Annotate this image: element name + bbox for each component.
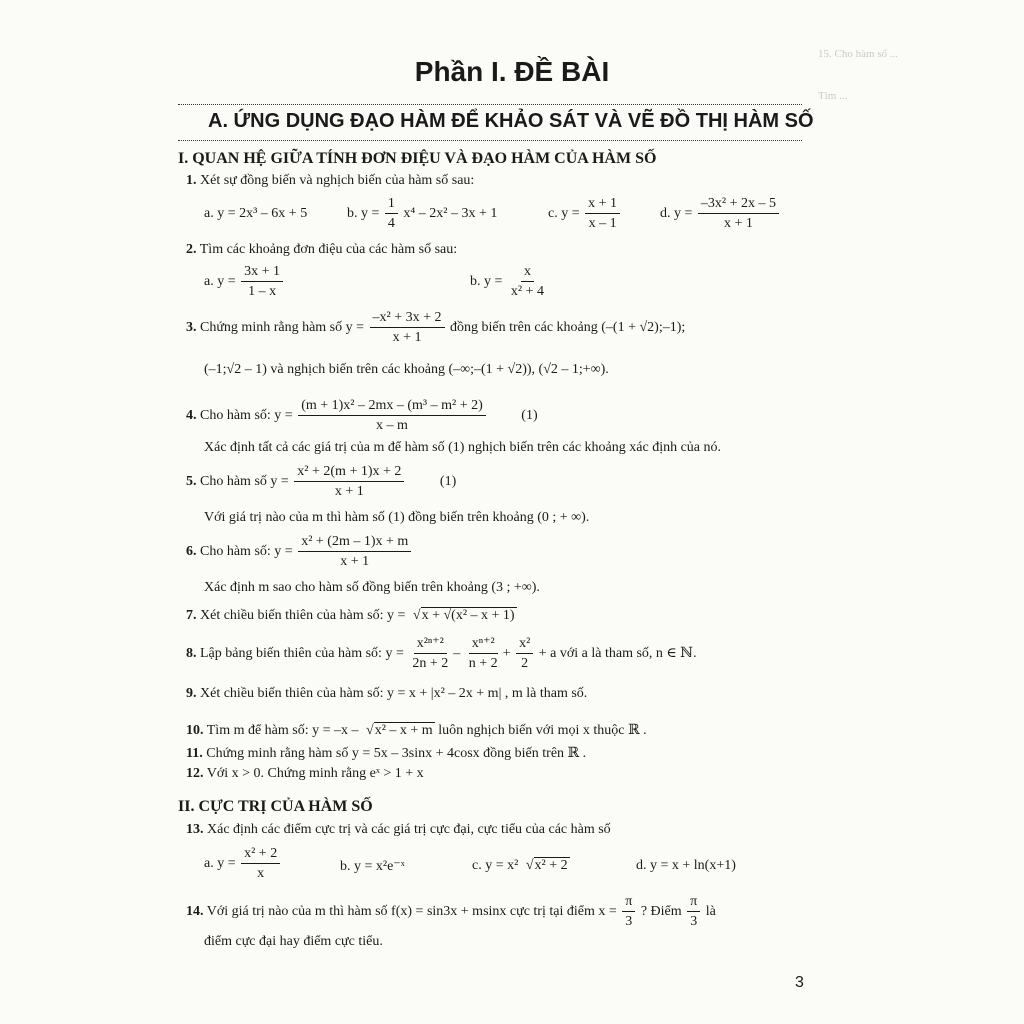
question-text: đồng biến trên các khoảng (–(1 + √2);–1); <box>450 320 686 336</box>
part-2-heading: II. CỰC TRỊ CỦA HÀM SỐ <box>178 798 373 815</box>
numerator: x² + 2 <box>241 846 280 864</box>
fraction <box>516 636 533 672</box>
denominator: 2n + 2 <box>412 656 449 672</box>
fraction <box>585 196 620 232</box>
q1-option-d <box>660 196 781 232</box>
numerator: π <box>687 894 700 912</box>
denominator: x + 1 <box>724 216 753 232</box>
question-text: Xác định các điểm cực trị và các giá trị cực đại, cực tiểu của các hàm số <box>207 822 611 837</box>
question-5-line-2: Với giá trị nào của m thì hàm số (1) đồng biến trên khoảng (0 ; + ∞). <box>204 510 590 525</box>
denominator: 1 – x <box>248 284 277 300</box>
question-4 <box>186 398 538 434</box>
numerator: x² <box>516 636 533 654</box>
question-14-line-2: điểm cực đại hay điểm cực tiểu. <box>204 934 383 949</box>
question-text: Cho hàm số: y = <box>200 544 293 560</box>
q1-option-a: a. y = 2x³ – 6x + 5 <box>204 206 308 221</box>
denominator: x – 1 <box>588 216 617 232</box>
question-2 <box>186 242 457 258</box>
q13-option-d: d. y = x + ln(x+1) <box>636 858 736 873</box>
question-number: 3. <box>186 320 197 336</box>
question-5 <box>186 464 456 500</box>
question-text: là <box>705 904 716 920</box>
numerator: –x² + 3x + 2 <box>370 310 445 328</box>
numerator: (m + 1)x² – 2mx – (m³ – m² + 2) <box>298 398 486 416</box>
denominator: x <box>257 866 265 882</box>
question-9 <box>186 686 587 702</box>
question-text: luôn nghịch biến với mọi x thuộc ℝ . <box>438 723 647 738</box>
q2-option-b <box>470 264 549 300</box>
fraction <box>298 534 411 570</box>
question-number: 11. <box>186 746 203 761</box>
fraction <box>241 264 283 300</box>
fraction <box>385 196 398 232</box>
fraction <box>622 894 635 930</box>
square-root-expression: √ x + √(x² – x + 1) <box>421 607 517 623</box>
denominator: 4 <box>387 216 395 232</box>
numerator: xⁿ⁺² <box>469 636 498 654</box>
fraction <box>298 398 486 434</box>
question-number: 12. <box>186 766 204 781</box>
question-text: Cho hàm số y = <box>200 474 289 490</box>
denominator: 3 <box>690 914 698 930</box>
denominator: x + 1 <box>392 330 422 346</box>
question-text: + a với a là tham số, n ∈ ℕ. <box>538 646 697 662</box>
label: d. y = <box>660 206 693 222</box>
question-number: 7. <box>186 608 197 623</box>
label: a. y = <box>204 856 236 872</box>
label: b. y = <box>470 274 503 290</box>
denominator: x + 1 <box>340 554 370 570</box>
fraction <box>241 846 280 882</box>
bleed-through-text: Tìm ... <box>818 90 848 102</box>
question-number: 4. <box>186 408 197 424</box>
question-12 <box>186 766 424 782</box>
question-number: 8. <box>186 646 197 662</box>
denominator: x² + 4 <box>510 284 544 300</box>
expression: x⁴ – 2x² – 3x + 1 <box>403 206 498 222</box>
q1-option-c <box>548 196 622 232</box>
numerator: x <box>521 264 534 282</box>
q13-option-c <box>472 858 570 874</box>
numerator: x² + (2m – 1)x + m <box>298 534 411 552</box>
question-11 <box>186 745 586 762</box>
equation-tag: (1) <box>521 408 538 424</box>
bleed-through-text: 15. Cho hàm số ... <box>818 48 899 60</box>
question-number: 1. <box>186 173 197 188</box>
question-4-line-2: Xác định tất cả các giá trị của m để hàm số (1) nghịch biến trên các khoảng xác định của nó. <box>204 440 722 455</box>
question-6-line-2: Xác định m sao cho hàm số đồng biến trên khoảng (3 ; +∞). <box>204 580 540 595</box>
question-text: Với x > 0. Chứng minh rằng eˣ > 1 + x <box>206 766 424 781</box>
question-8: 8. Lập bảng biến thiên của hàm số: y = $\frac{\text{x²ⁿ⁺²}}{2n + 2}$ – $\frac{\text{xⁿ⁺²}}{n + 2}$ + $\frac{\text{x²}}{2}$ + a với a là tham số, n ∈ ℕ. <box>186 636 697 672</box>
question-10 <box>186 722 647 739</box>
fraction <box>466 636 501 672</box>
label: a. y = <box>204 274 236 290</box>
q13-option-b: b. y = x²e⁻ˣ <box>340 859 405 874</box>
question-number: 5. <box>186 474 197 490</box>
square-root-expression: √ x² + 2 <box>534 857 570 873</box>
question-text: Tìm m để hàm số: y = –x – <box>206 723 359 738</box>
divider-top <box>178 104 802 105</box>
question-1 <box>186 173 474 189</box>
question-14 <box>186 894 716 930</box>
label: c. y = x² <box>472 858 519 873</box>
q13-option-a <box>204 846 282 882</box>
equation-tag: (1) <box>439 474 457 490</box>
section-a-heading: A. ỨNG DỤNG ĐẠO HÀM ĐỂ KHẢO SÁT VÀ VẼ ĐỒ THỊ HÀM SỐ <box>208 110 814 132</box>
denominator: 3 <box>625 914 633 930</box>
q2-option-a <box>204 264 285 300</box>
denominator: 2 <box>521 656 529 672</box>
question-3-line-2: (–1;√2 – 1) và nghịch biến trên các khoảng (–∞;–(1 + √2)), (√2 – 1;+∞). <box>204 362 609 377</box>
question-number: 6. <box>186 544 197 560</box>
numerator: x²ⁿ⁺² <box>414 636 447 654</box>
question-text: Chứng minh rằng hàm số y = 5x – 3sinx + 4cosx đồng biến trên ℝ . <box>206 746 587 761</box>
question-text: ? Điểm <box>640 904 682 920</box>
numerator: x + 1 <box>585 196 620 214</box>
label: c. y = <box>548 206 580 222</box>
fraction <box>698 196 779 232</box>
fraction <box>409 636 451 672</box>
question-text: Tìm các khoảng đơn điệu của các hàm số sau: <box>199 242 458 257</box>
question-3 <box>186 310 685 346</box>
denominator: x – m <box>376 418 408 434</box>
numerator: –3x² + 2x – 5 <box>698 196 779 214</box>
numerator: x² + 2(m + 1)x + 2 <box>294 464 404 482</box>
label: b. y = <box>347 206 380 222</box>
fraction <box>508 264 547 300</box>
question-number: 9. <box>186 686 197 701</box>
divider-bottom <box>178 140 802 141</box>
question-text: Chứng minh rằng hàm số y = <box>200 320 365 336</box>
question-number: 2. <box>186 242 197 257</box>
question-text: Xét sự đồng biến và nghịch biến của hàm số sau: <box>200 173 475 188</box>
question-text: Lập bảng biến thiên của hàm số: y = <box>200 646 404 662</box>
numerator: 3x + 1 <box>241 264 283 282</box>
square-root-expression: √ x² – x + m <box>374 722 435 738</box>
question-13 <box>186 822 611 838</box>
numerator: 1 <box>385 196 398 214</box>
fraction <box>294 464 404 500</box>
numerator: π <box>622 894 635 912</box>
denominator: n + 2 <box>468 656 498 672</box>
question-number: 13. <box>186 822 204 837</box>
q1-option-b <box>347 196 497 232</box>
question-7 <box>186 608 517 624</box>
question-6 <box>186 534 413 570</box>
part-1-heading: I. QUAN HỆ GIỮA TÍNH ĐƠN ĐIỆU VÀ ĐẠO HÀM CỦA HÀM SỐ <box>178 150 657 167</box>
page-number: 3 <box>795 974 804 991</box>
question-number: 14. <box>186 904 204 920</box>
question-text: Cho hàm số: y = <box>200 408 293 424</box>
question-number: 10. <box>186 723 204 738</box>
fraction <box>370 310 445 346</box>
page-title: Phần I. ĐỀ BÀI <box>414 56 610 87</box>
question-text: Xét chiều biến thiên của hàm số: y = x + |x² – 2x + m| , m là tham số. <box>200 686 588 701</box>
denominator: x + 1 <box>334 484 364 500</box>
question-text: Xét chiều biến thiên của hàm số: y = <box>200 608 406 623</box>
question-text: Với giá trị nào của m thì hàm số f(x) = sin3x + msinx cực trị tại điểm x = <box>206 904 617 920</box>
fraction <box>687 894 700 930</box>
